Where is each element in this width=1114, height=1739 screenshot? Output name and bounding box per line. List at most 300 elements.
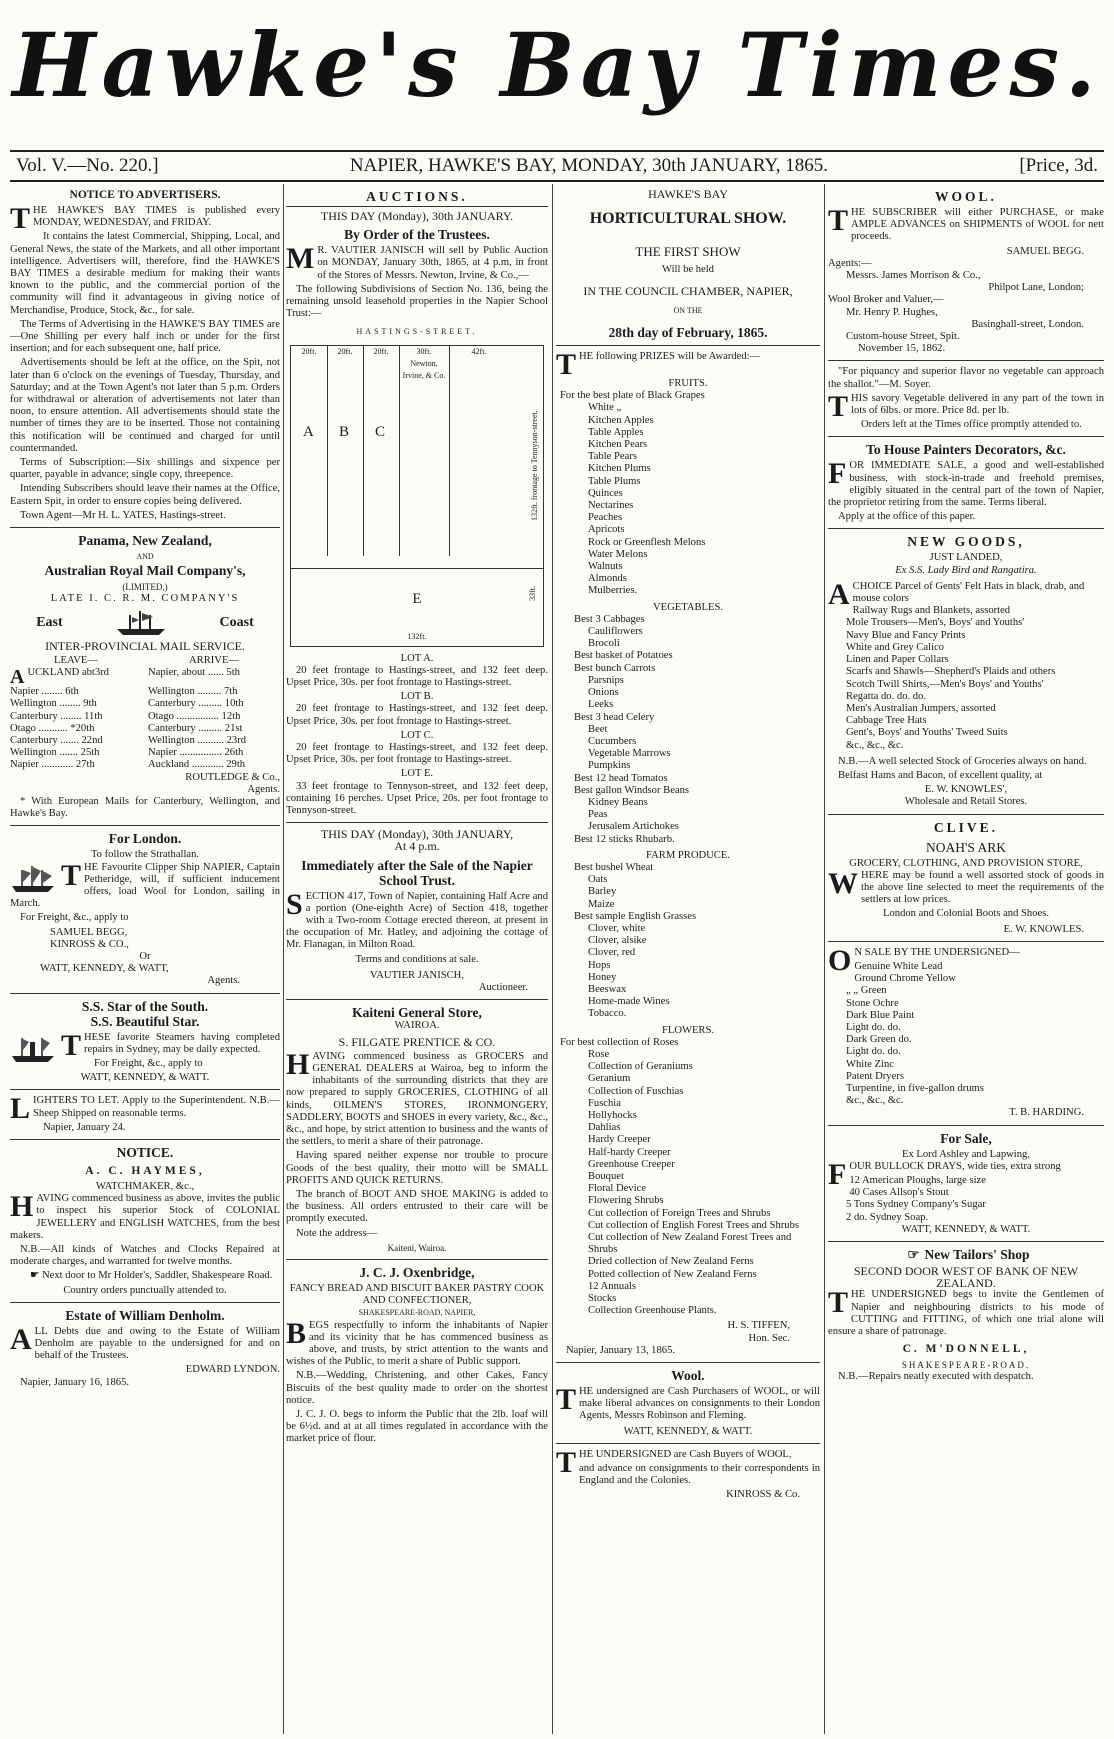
goods-item: Regatta do. do. do. [846, 690, 927, 702]
vegetable-item: Best 3 Cabbages [574, 613, 645, 625]
fruit-item: Nectarines [588, 500, 634, 512]
column-2 [286, 184, 548, 1734]
goods-item: Gent's, Boys' and Youths' Tweed Suits [846, 727, 1008, 739]
drop-cap: S [286, 887, 303, 921]
auctions-heading: AUCTIONS. [286, 189, 548, 207]
schedule-arrive: Napier ................ 26th [148, 747, 244, 759]
grocery-label: GROCERY, CLOTHING, AND PROVISION STORE, [849, 857, 1083, 869]
agent-line: Wool Broker and Valuer,— [828, 294, 944, 306]
lot-description: 20 feet frontage to Hastings-street, and 132 feet deep. Upset Price, 30s. per foot frontage to Hastings-street. [286, 742, 548, 766]
noah-paragraph: WHERE may be found a well assorted stock of goods in the above line selected to meet the requirements of the settlers at low prices. [828, 866, 1104, 906]
panama-limited: (LIMITED,) [122, 582, 168, 593]
notice-paragraph: It contains the latest Commercial, Shipping, Local, and General News, the state of the Markets, and all other important intelligence. Advertisers will, therefore, find the HAWKE'S BAY TIMES a desirable medium for making their wants known to the public, and the commercial portion of the community will find it advantageous in giving notice of Merchandise, Produce, Stock, &c., for sale. [10, 231, 280, 316]
panama-late: LATE I. C. R. M. COMPANY'S [50, 593, 240, 605]
schedule-leave: Wellington ....... 25th [10, 747, 100, 759]
haymes-next-door: ☛ Next door to Mr Holder's, Saddler, Shakespeare Road. [10, 1270, 280, 1282]
show-notice-date: Napier, January 13, 1865. [566, 1344, 676, 1356]
vegetables-list [556, 614, 820, 846]
knowles-signature: E. W. KNOWLES', [924, 784, 1008, 796]
column-rule [824, 184, 825, 1734]
notice-paragraph: Intending Subscribers should leave their names at the Office, Eastern Spit, in order to ensure copies being delivered. [10, 483, 280, 507]
divider [556, 1362, 820, 1363]
schedule-arrive: Canterbury ......... 21st [148, 722, 243, 734]
plan-lot-d: 30ft. Newton, Irvine, & Co. [399, 346, 450, 556]
auction-time: At 4 p.m. [394, 839, 440, 854]
goods-item: Navy Blue and Fancy Prints [846, 629, 966, 641]
dateline [10, 150, 1104, 182]
farm-item: Best sample English Grasses [574, 910, 697, 922]
goods-item: Mole Trousers—Men's, Boys' and Youths' [846, 617, 1025, 629]
drop-cap: T [828, 1286, 849, 1320]
goods-item: Railway Rugs and Blankets, assorted [852, 605, 1011, 617]
new-goods-heading: NEW GOODS, [907, 534, 1025, 550]
vegetable-item: Cucumbers [588, 735, 637, 747]
for-sale-paragraph: FOUR BULLOCK DRAYS, wide ties, extra strong [828, 1157, 1061, 1191]
panama-and: AND [136, 552, 154, 562]
follow-strathallan: To follow the Strathallan. [90, 849, 200, 861]
divider [828, 436, 1104, 437]
lot-title: LOT C. [400, 729, 434, 741]
agent-line: Messrs. James Morrison & Co., [846, 270, 981, 282]
flower-item: Hardy Creeper [588, 1134, 651, 1146]
freight-apply: For Freight, &c., apply to [20, 912, 129, 924]
flower-item: Collection of Fuschias [588, 1085, 684, 1097]
painters-apply: Apply at the office of this paper. [838, 511, 976, 523]
estate-heading: Estate of William Denholm. [65, 1307, 225, 1323]
steamers-freight: For Freight, &c., apply to [94, 1057, 203, 1069]
fruit-item: Kitchen Pears [588, 439, 648, 451]
flower-item: Dried collection of New Zealand Ferns [588, 1256, 754, 1268]
flowers-lead: For best collection of Roses [560, 1036, 679, 1048]
divider [10, 1139, 280, 1140]
drop-cap: L [10, 1092, 31, 1126]
farm-item: Maize [588, 898, 615, 910]
terms-conditions: Terms and conditions at sale. [355, 953, 479, 965]
schedule-leave: Napier ........ 6th [10, 686, 79, 698]
divider [286, 1259, 548, 1260]
shakespeare-road: SHAKESPEARE-ROAD. [901, 1360, 1031, 1371]
estate-signature: EDWARD LYNDON. [185, 1364, 280, 1376]
schedule-leave [10, 666, 142, 689]
fruit-item: Almonds [588, 573, 627, 585]
arrive-header: ARRIVE— [188, 654, 240, 666]
divider [828, 1241, 1104, 1242]
drop-cap: A [10, 666, 25, 689]
panama-heading: Panama, New Zealand, [78, 533, 212, 549]
steamers-paragraph: THESE favorite Steamers having completed repairs in Sydney, may be daily expected. [10, 1032, 280, 1056]
drop-cap: T [556, 1383, 577, 1417]
fruit-item: Kitchen Apples [588, 414, 654, 426]
sailing-ship-icon [10, 864, 56, 894]
for-sale-item: 5 Tons Sydney Company's Sugar [846, 1199, 986, 1211]
estate-date: Napier, January 16, 1865. [20, 1376, 130, 1388]
drop-cap: T [61, 858, 82, 892]
london-agents-label: Agents. [207, 975, 240, 987]
mdonnell-signature: C. M'DONNELL, [902, 1343, 1030, 1356]
fruit-item: White „ [588, 402, 622, 414]
drop-cap: B [286, 1316, 307, 1350]
sale-item: Light do. do. [846, 1046, 901, 1058]
fruit-item: Peaches [588, 512, 623, 524]
tailors-nb: N.B.—Repairs neatly executed with despatch. [838, 1371, 1034, 1383]
horticultural-heading: HORTICULTURAL SHOW. [589, 210, 787, 228]
schedule-arrive: Wellington ......... 7th [148, 686, 238, 698]
fruit-item: Walnuts [588, 561, 623, 573]
wool-signature: WATT, KENNEDY, & WATT. [623, 1425, 753, 1437]
for-london-heading: For London. [108, 831, 182, 847]
flower-item: Geranium [588, 1073, 631, 1085]
vegetable-item: Best gallon Windsor Beans [574, 784, 690, 796]
drop-cap: F [828, 1157, 847, 1191]
star-south-heading: S.S. Star of the South. [81, 998, 209, 1014]
fruits-heading: FRUITS. [668, 378, 708, 390]
sale-item: Light do. do. [846, 1021, 901, 1033]
notice-paragraph: Terms of Subscription:—Six shillings and sixpence per quarter, payable in advance; single copy, threepence. [10, 457, 280, 481]
vegetable-item: Peas [588, 809, 608, 821]
section-paragraph: SECTION 417, Town of Napier, containing Half Acre and a portion (One-eighth Acre) of Section 418, together with a Two-room Cottage erected thereon, at present in the occupation of Mr. Hatley, and adjoining the cottage of Mr. Flanagan, in Milton Road. [286, 887, 548, 951]
drop-cap: M [286, 242, 315, 276]
for-sale-list [828, 1175, 1104, 1224]
wool-paragraph: THE undersigned are Cash Purchasers of WOOL, or will make liberal advances on consignments to their London Agents, Messrs Robinson and Fleming. [556, 1383, 820, 1422]
place-date: NAPIER, HAWKE'S BAY, MONDAY, 30th JANUARY, 1865. [349, 155, 829, 176]
notice-paragraph: The Terms of Advertising in the HAWKE'S BAY TIMES are—One Shilling per every half inch or under for the first insertion; and for each subsequent one, half price. [10, 318, 280, 355]
haymes-paragraph: HAVING commenced business as above, invites the public to inspect his superior Stock of COLONIAL JEWELLERY and ENGLISH WATCHES, from the best makers. [10, 1190, 280, 1241]
schedule-arrive: Canterbury ......... 10th [148, 698, 244, 710]
fruit-item: Table Pears [588, 451, 637, 463]
flower-item: Potted collection of New Zealand Ferns [588, 1268, 757, 1280]
knowles-signature-2: E. W. KNOWLES. [1003, 923, 1084, 935]
farm-item: Clover, alsike [588, 935, 647, 947]
sale-item: &c., &c., &c. [846, 1095, 904, 1107]
tailors-location: SECOND DOOR WEST OF BANK OF NEW ZEALAND. [853, 1264, 1079, 1291]
divider [556, 345, 820, 346]
janisch-paragraph-2: The following Subdivisions of Section No. 136, being the remaining unsold leasehold properties in the Napier School Trust:— [286, 283, 548, 320]
goods-item: Men's Australian Jumpers, assorted [846, 702, 996, 714]
vegetable-item: Cauliflowers [588, 626, 643, 638]
flower-item: Flowering Shrubs [588, 1195, 664, 1207]
fruit-item: Table Apples [588, 426, 644, 438]
goods-item-text: CHOICE Parcel of Gents' Felt Hats in black, drab, and mouse colors [852, 580, 1085, 605]
haymes-name: A. C. HAYMES, [85, 1164, 205, 1177]
pointing-hand-icon: ☛ [30, 1270, 40, 1282]
by-order-heading: By Order of the Trustees. [344, 227, 490, 243]
price: [Price, 3d. [1019, 155, 1098, 176]
subdivision-plan [290, 345, 544, 647]
kaiteni-address: Kaiteni, Wairoa. [387, 1242, 447, 1253]
flower-item: Cut collection of English Forest Trees and Shrubs [588, 1219, 799, 1231]
agent-line: Basinghall-street, London. [971, 318, 1084, 330]
filgate-name: S. FILGATE PRENTICE & CO. [338, 1034, 496, 1049]
farm-item: Honey [588, 971, 617, 983]
farm-item: Home-made Wines [588, 996, 670, 1008]
wairoa-label: WAIROA. [394, 1020, 440, 1032]
tiffen-signature: H. S. TIFFEN, [727, 1320, 790, 1332]
london-boots: London and Colonial Boots and Shoes. [883, 908, 1049, 920]
notice-heading: NOTICE. [116, 1144, 174, 1160]
kaiteni-note: Note the address— [296, 1227, 378, 1239]
auctioneer-label: Auctioneer. [478, 982, 528, 994]
notice-paragraph: Advertisements should be left at the office, on the Spit, not later than 6 o'clock on the evenings of Tuesday, Thursday, and Saturday; and at the Town Agent's not later than 5 p.m. Orders for withdrawal or alteration of advertisements not later than noon, to ensure attention. All advertisements should state the number of times they are to be inserted. Those not containing this notification will be continued and charged for until countermanded. [10, 357, 280, 454]
kinross-paragraph: THE UNDERSIGNED are Cash Buyers of WOOL, [556, 1445, 792, 1479]
london-agent: WATT, KENNEDY, & WATT, [40, 963, 169, 975]
drop-cap: A [10, 1322, 32, 1356]
drop-cap: T [828, 204, 849, 237]
drop-cap: T [10, 202, 31, 235]
fruit-item: Kitchen Plums [588, 463, 651, 475]
schedule-leave: Canterbury ....... 22nd [10, 734, 103, 746]
fruit-item: Rock or Greenflesh Melons [588, 536, 706, 548]
divider [828, 528, 1104, 529]
vegetable-item: Pumpkins [588, 760, 631, 772]
european-mails-note: * With European Mails for Canterbury, Wellington, and Hawke's Bay. [10, 795, 280, 820]
column-4 [828, 184, 1104, 1734]
plan-lot-c: 20ft. C [363, 346, 400, 556]
lot-title: LOT E. [400, 768, 434, 780]
oxenbridge-subtitle: FANCY BREAD AND BISCUIT BAKER PASTRY COOK AND CONFECTIONER, [289, 1282, 545, 1307]
schedule-arrive: Wellington .......... 23rd [148, 734, 247, 746]
mail-schedule [10, 655, 280, 667]
schedule-leave-text: UCKLAND abt3rd [27, 667, 109, 679]
kinross-signature: KINROSS & Co. [726, 1489, 800, 1501]
drop-cap: H [10, 1190, 34, 1224]
notice-advertisers-heading: NOTICE TO ADVERTISERS. [69, 189, 221, 201]
steamer-icon [10, 1034, 56, 1064]
kaiteni-heading: Kaiteni General Store, [352, 1005, 482, 1021]
goods-item: Scotch Twill Shirts,—Men's Boys' and Youths' [846, 678, 1044, 690]
divider [828, 941, 1104, 942]
agent-line: Philpot Lane, London; [988, 282, 1084, 294]
plan-33ft-label: 33ft. [527, 585, 537, 601]
fruits-list [556, 402, 820, 597]
divider [286, 999, 548, 1000]
divider [828, 1125, 1104, 1126]
begg-signature: SAMUEL BEGG. [1006, 245, 1084, 257]
lot-title: LOT A. [400, 652, 434, 664]
east-coast-row [10, 606, 280, 640]
sale-item: Stone Ochre [846, 997, 899, 1009]
newspaper-title: Hawke's Bay Times. [12, 13, 1102, 117]
vegetable-item: Brocoli [588, 638, 620, 650]
agents-label: Agents:— [828, 257, 872, 269]
flowers-list [556, 1049, 820, 1317]
sale-item: Turpentine, in five-gallon drums [846, 1082, 984, 1094]
sale-item: Dark Blue Paint [846, 1009, 915, 1021]
drop-cap: H [286, 1047, 310, 1081]
mail-service-heading: INTER-PROVINCIAL MAIL SERVICE. [45, 638, 245, 653]
panama-heading-2: Australian Royal Mail Company's, [44, 563, 246, 579]
routledge: ROUTLEDGE & Co., [185, 771, 280, 783]
divider [556, 1443, 820, 1444]
farm-produce-heading: FARM PRODUCE. [646, 849, 730, 861]
vegetables-heading: VEGETABLES. [652, 601, 724, 613]
vegetable-item: Best 12 sticks Rhubarb. [574, 833, 675, 845]
column-rule [283, 184, 284, 1734]
vegetable-item: Kidney Beans [588, 796, 648, 808]
mail-schedule-rows [10, 667, 280, 771]
harding-signature: T. B. HARDING. [1009, 1107, 1084, 1119]
lot-description: 20 feet frontage to Hastings-street, and 132 feet deep. Upset Price, 30s. per foot frontage to Hastings-street. [286, 664, 548, 689]
notice-paragraph: THE HAWKE'S BAY TIMES is published every MONDAY, WEDNESDAY, and FRIDAY. [10, 202, 280, 235]
east-label: East [36, 614, 63, 630]
farm-item: Barley [588, 886, 617, 898]
drop-cap: T [556, 1445, 577, 1479]
kaiteni-paragraph: HAVING commenced business as GROCERS and GENERAL DEALERS at Wairoa, beg to inform the inhabitants of the surrounding districts that they are now prepared to supply GROCERIES, CLOTHING of all kinds, OILMEN'S STORES, IRONMONGERY, SADDLERY, BOOTS and SHOES in every variety, &c., &c., &c., and hope, by strict attention to business and the wants of the settlers, to merit a share of their patronage. [286, 1047, 548, 1148]
lot-description: 20 feet frontage to Hastings-street, and 132 feet deep. Upset Price, 30s. per foot frontage to Hastings-street. [286, 703, 548, 727]
for-sale-signature: WATT, KENNEDY, & WATT. [901, 1223, 1031, 1235]
schedule-arrive: Otago ................ 12th [148, 710, 241, 722]
fruit-item: Mulberries. [588, 585, 638, 597]
auction-day: THIS DAY (Monday), 30th JANUARY. [320, 209, 514, 223]
clipper-paragraph: THE Favourite Clipper Ship NAPIER, Captain Petheridge, will, if sufficient inducement offers, load Wool for London, sailing in March. [10, 858, 280, 910]
schedule-leave: Canterbury ........ 11th [10, 710, 103, 722]
lot-description: 33 feet frontage to Tennyson-street, and 132 feet deep, containing 16 perches. Upset Price, 20s. per foot frontage to Tennyson-street. [286, 780, 548, 817]
flower-item: Greenhouse Creeper [588, 1158, 675, 1170]
sale-item: Genuine White Lead [854, 960, 943, 972]
masthead [0, 0, 1114, 135]
drop-cap: T [828, 389, 849, 423]
fruit-item: Water Melons [588, 548, 648, 560]
vegetable-item: Jerusalem Artichokes [588, 821, 679, 833]
kaiteni-paragraph-2: Having spared neither expense nor trouble to procure Goods of the best quality, their motto will be SMALL PROFITS AND QUICK RETURNS. [286, 1150, 548, 1186]
shallot-quote: "For piquancy and superior flavor no vegetable can approach the shallot."—M. Soyer. [828, 366, 1104, 390]
plan-street-label: HASTINGS-STREET. [356, 327, 478, 337]
vegetable-item: Leeks [588, 699, 614, 711]
routledge-agents: Agents. [247, 783, 280, 795]
goods-item: White and Grey Calico [846, 641, 944, 653]
vegetable-item: Best 12 head Tomatos [574, 772, 668, 784]
show-date: 28th day of February, 1865. [608, 325, 768, 341]
for-sale-item: 40 Cases Allsop's Stout [849, 1187, 949, 1199]
steamers-agent: WATT, KENNEDY, & WATT. [80, 1072, 210, 1084]
oxenbridge-paragraph-2: J. C. J. O. begs to inform the Public that the 2lb. loaf will be 6½d. and at at all times regulated in accordance with the market price of flour. [286, 1408, 548, 1445]
agent-line: Mr. Henry P. Hughes, [846, 306, 938, 318]
column-rule [552, 184, 553, 1734]
farm-item: Clover, red [588, 947, 636, 959]
oxenbridge-heading: J. C. J. Oxenbridge, [359, 1264, 475, 1280]
farm-item: Tobacco. [588, 1008, 627, 1020]
immediately-heading: Immediately after the Sale of the Napier School Trust. [301, 857, 533, 888]
lot-list [286, 653, 548, 818]
drop-cap: T [556, 348, 577, 382]
divider [10, 825, 280, 826]
prizes-intro: THE following PRIZES will be Awarded:— [556, 348, 761, 382]
begg-paragraph: THE SUBSCRIBER will either PURCHASE, or make AMPLE ADVANCES on SHIPMENTS of WOOL for nett proceeds. [828, 204, 1104, 243]
divider [286, 822, 548, 823]
kaiteni-paragraph-3: The branch of BOOT AND SHOE MAKING is added to the business. All orders entrusted to their care will be promptly executed. [286, 1188, 548, 1225]
watchmaker: WATCHMAKER, &c., [95, 1180, 195, 1192]
sale-item: Ground Chrome Yellow [854, 973, 956, 985]
flower-item: Cut collection of New Zealand Forest Trees and Shrubs [588, 1232, 792, 1256]
column-3 [556, 184, 820, 1734]
tailors-heading: ☞ New Tailors' Shop [828, 1247, 1104, 1262]
custom-house: Custom-house Street, Spit. [846, 331, 960, 343]
wool-heading: Wool. [671, 1368, 705, 1384]
groceries-note: N.B.—A well selected Stock of Groceries always on hand. [838, 755, 1087, 767]
vegetable-item: Vegetable Marrows [588, 748, 671, 760]
divider [10, 1302, 280, 1303]
london-agent: KINROSS & CO., [50, 938, 129, 950]
drop-cap: A [828, 577, 850, 611]
clive-heading: CLIVE. [933, 819, 999, 835]
flower-item: Cut collection of Foreign Trees and Shrubs [588, 1207, 771, 1219]
goods-list [828, 577, 1104, 752]
will-be-held: Will be held [662, 264, 714, 276]
volume-number: Vol. V.—No. 220.] [16, 155, 159, 176]
schedule-arrive: Napier, about ...... 5th [148, 667, 240, 679]
schedule-leave: Otago ........... *20th [10, 722, 95, 734]
flower-item: Bouquet [588, 1171, 624, 1183]
painters-heading: To House Painters Decorators, &c. [866, 442, 1066, 458]
farm-item: Best bushel Wheat [574, 861, 654, 873]
fruit-item: Table Plums [588, 475, 641, 487]
auction-day-2: THIS DAY (Monday), 30th JANUARY, [320, 827, 514, 842]
farm-item: Clover, white [588, 922, 646, 934]
for-sale-item: 12 American Ploughs, large size [849, 1175, 986, 1186]
schedule-leave: Napier ............ 27th [10, 759, 95, 771]
plan-lot-newton: 42ft. [471, 346, 487, 356]
begg-date: November 15, 1862. [858, 343, 946, 355]
drop-cap: O [828, 943, 852, 977]
coast-label: Coast [219, 614, 254, 630]
noahs-ark-heading: NOAH'S ARK [925, 839, 1007, 855]
goods-item: Cabbage Tree Hats [846, 715, 927, 727]
janisch-signature: VAUTIER JANISCH, [370, 969, 464, 981]
vegetable-item: Best basket of Potatoes [574, 650, 673, 662]
vegetable-item: Onions [588, 687, 619, 699]
pointing-hand-icon: ☞ [907, 1247, 920, 1263]
drop-cap: W [828, 866, 858, 900]
goods-item: Scarfs and Shawls—Shepherd's Plaids and others [846, 666, 1056, 678]
drop-cap: T [61, 1028, 82, 1062]
divider [828, 360, 1104, 361]
for-sale-item: 2 do. Sydney Soap. [846, 1211, 929, 1223]
sale-item: Dark Green do. [846, 1034, 912, 1046]
drop-cap: F [828, 457, 847, 491]
beautiful-star-heading: S.S. Beautiful Star. [90, 1013, 200, 1029]
flower-item: 12 Annuals [588, 1280, 636, 1292]
divider [828, 814, 1104, 815]
sale-list [828, 961, 1104, 1107]
kinross-paragraph-2: and advance on consignments to their correspondents in England and the Colonies. [579, 1463, 820, 1487]
london-agent: SAMUEL BEGG, [50, 926, 128, 938]
fruits-lead: For the best plate of Black Grapes [560, 390, 705, 402]
column-1 [10, 184, 280, 1734]
first-show: THE FIRST SHOW [635, 244, 741, 260]
sale-heading: O N SALE BY THE UNDERSIGNED— [828, 943, 1020, 977]
wholesale-label: Wholesale and Retail Stores. [904, 796, 1028, 808]
flower-item: Rose [588, 1048, 610, 1060]
sale-item: White Zinc [846, 1058, 894, 1070]
goods-item: Linen and Paper Collars [846, 654, 949, 666]
plan-lot-b: 20ft. B [327, 346, 364, 556]
vegetable-item: Best 3 head Celery [574, 711, 655, 723]
farm-produce-list [556, 862, 820, 1021]
plan-lot-a: 20ft. A [291, 346, 328, 556]
shallot-orders: Orders left at the Times office promptly attended to. [861, 419, 1082, 431]
for-sale-ex: Ex Lord Ashley and Lapwing, [902, 1148, 1030, 1160]
schedule-leave: Wellington ........ 9th [10, 698, 97, 710]
fruit-item: Apricots [588, 524, 625, 536]
farm-item: Beeswax [588, 983, 627, 995]
goods-item: &c., &c., &c. [846, 739, 904, 751]
flower-item: Stocks [588, 1293, 617, 1305]
estate-paragraph: ALL Debts due and owing to the Estate of William Denholm are payable to the undersigned for and on behalf of the Trustees. [10, 1322, 280, 1362]
flower-item: Fuschia [588, 1097, 621, 1109]
notice-paragraph: Town Agent—Mr H. L. YATES, Hastings-street. [20, 509, 226, 521]
vegetable-item: Parsnips [588, 674, 624, 686]
plan-tennyson-label: 132ft. frontage to Tennyson-street. [529, 410, 539, 521]
flower-item: Hollyhocks [588, 1110, 637, 1121]
